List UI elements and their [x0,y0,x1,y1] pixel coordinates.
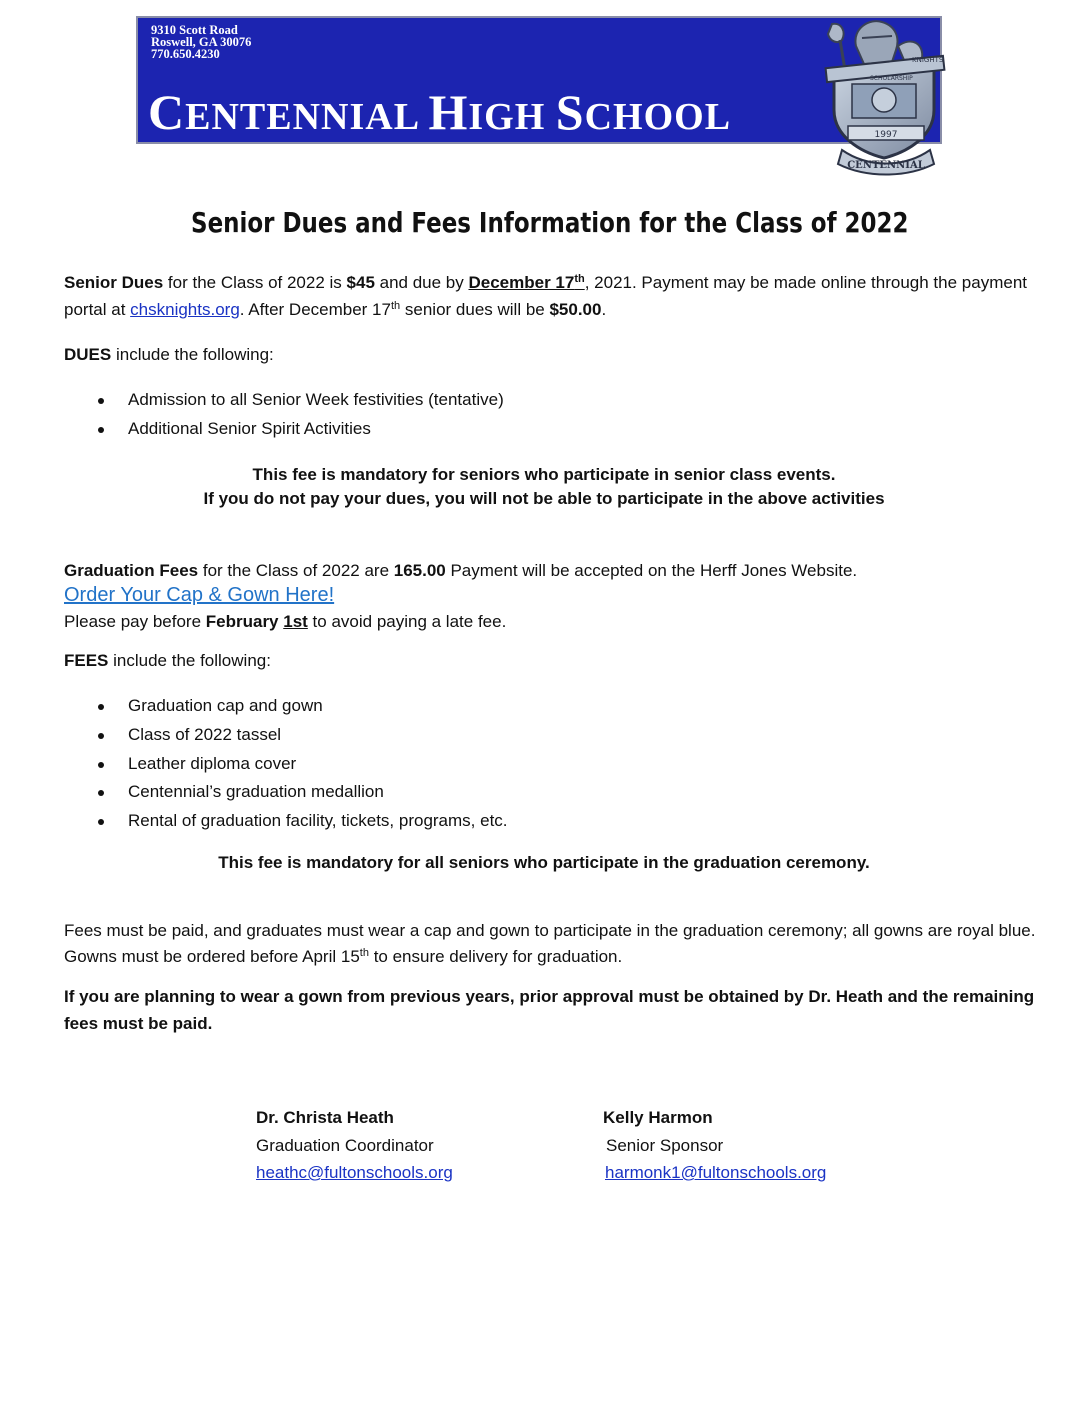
dues-deadline: December 17th [468,273,585,292]
address-line1: 9310 Scott Road [151,23,238,37]
contact-role: Senior Sponsor [606,1135,724,1155]
svg-text:CENTENNIAL: CENTENNIAL [847,160,925,171]
harmon-email-link[interactable]: harmonk1@fultonschools.org [605,1163,827,1182]
contact-harmon [603,1104,826,1187]
list-item: Class of 2022 tassel [96,721,508,750]
svg-text:1997: 1997 [874,130,898,140]
list-item: Admission to all Senior Week festivities (tentative) [96,386,504,415]
school-address [151,24,251,60]
school-phone: 770.650.4230 [151,47,220,61]
chsknights-link[interactable]: chsknights.org [130,300,240,319]
list-item: Additional Senior Spirit Activities [96,415,504,444]
fees-items-list [96,692,508,836]
fees-include-heading: FEES include the following: [64,651,271,670]
heath-email-link[interactable]: heathc@fultonschools.org [256,1163,453,1182]
knight-crest-logo [812,18,958,176]
list-item: Leather diploma cover [96,750,508,779]
previous-gown-paragraph: If you are planning to wear a gown from previous years, prior approval must be obtained by Dr. Heath and the remaining fees must be paid. [64,987,1035,1033]
address-line2: Roswell, GA 30076 [151,35,252,49]
contact-role: Graduation Coordinator [256,1135,434,1155]
dues-include-heading: DUES include the following: [64,345,274,364]
pay-before-paragraph: Please pay before February 1st to avoid paying a late fee. [64,612,507,631]
svg-text:SCHOLARSHIP: SCHOLARSHIP [870,75,913,82]
page-title: Senior Dues and Fees Information for the Class of 2022 [191,206,909,239]
dues-notice: This fee is mandatory for seniors who participate in senior class events. If you do not pay your dues, you will not be able to participate in the above activities [203,465,885,508]
list-item: Centennial’s graduation medallion [96,778,508,807]
list-item: Graduation cap and gown [96,692,508,721]
contact-heath [256,1104,453,1187]
contact-name: Dr. Christa Heath [256,1108,394,1127]
fees-notice: This fee is mandatory for all seniors who participate in the graduation ceremony. [218,853,870,872]
graduation-fees-paragraph: Graduation Fees for the Class of 2022 are 165.00 Payment will be accepted on the Herff Jones Website. [64,561,858,580]
dues-items-list [96,386,504,444]
school-name: CENTENNIAL HIGH SCHOOL [148,84,732,140]
senior-dues-paragraph: Senior Dues for the Class of 2022 is $45 and due by December 17th, 2021. Payment may be made online through the payment portal at chsknights.org. After December 17th senior dues will be $50.00. [64,273,1027,319]
svg-text:KNIGHTS: KNIGHTS [912,56,944,64]
list-item: Rental of graduation facility, tickets, programs, etc. [96,807,508,836]
order-cap-gown-link[interactable]: Order Your Cap & Gown Here! [64,584,335,606]
gown-paragraph: Fees must be paid, and graduates must wear a cap and gown to participate in the graduation ceremony; all gowns are royal blue. Gowns must be ordered before April 15th to ensure delivery for graduation. [64,921,1036,966]
contact-name: Kelly Harmon [603,1108,713,1127]
